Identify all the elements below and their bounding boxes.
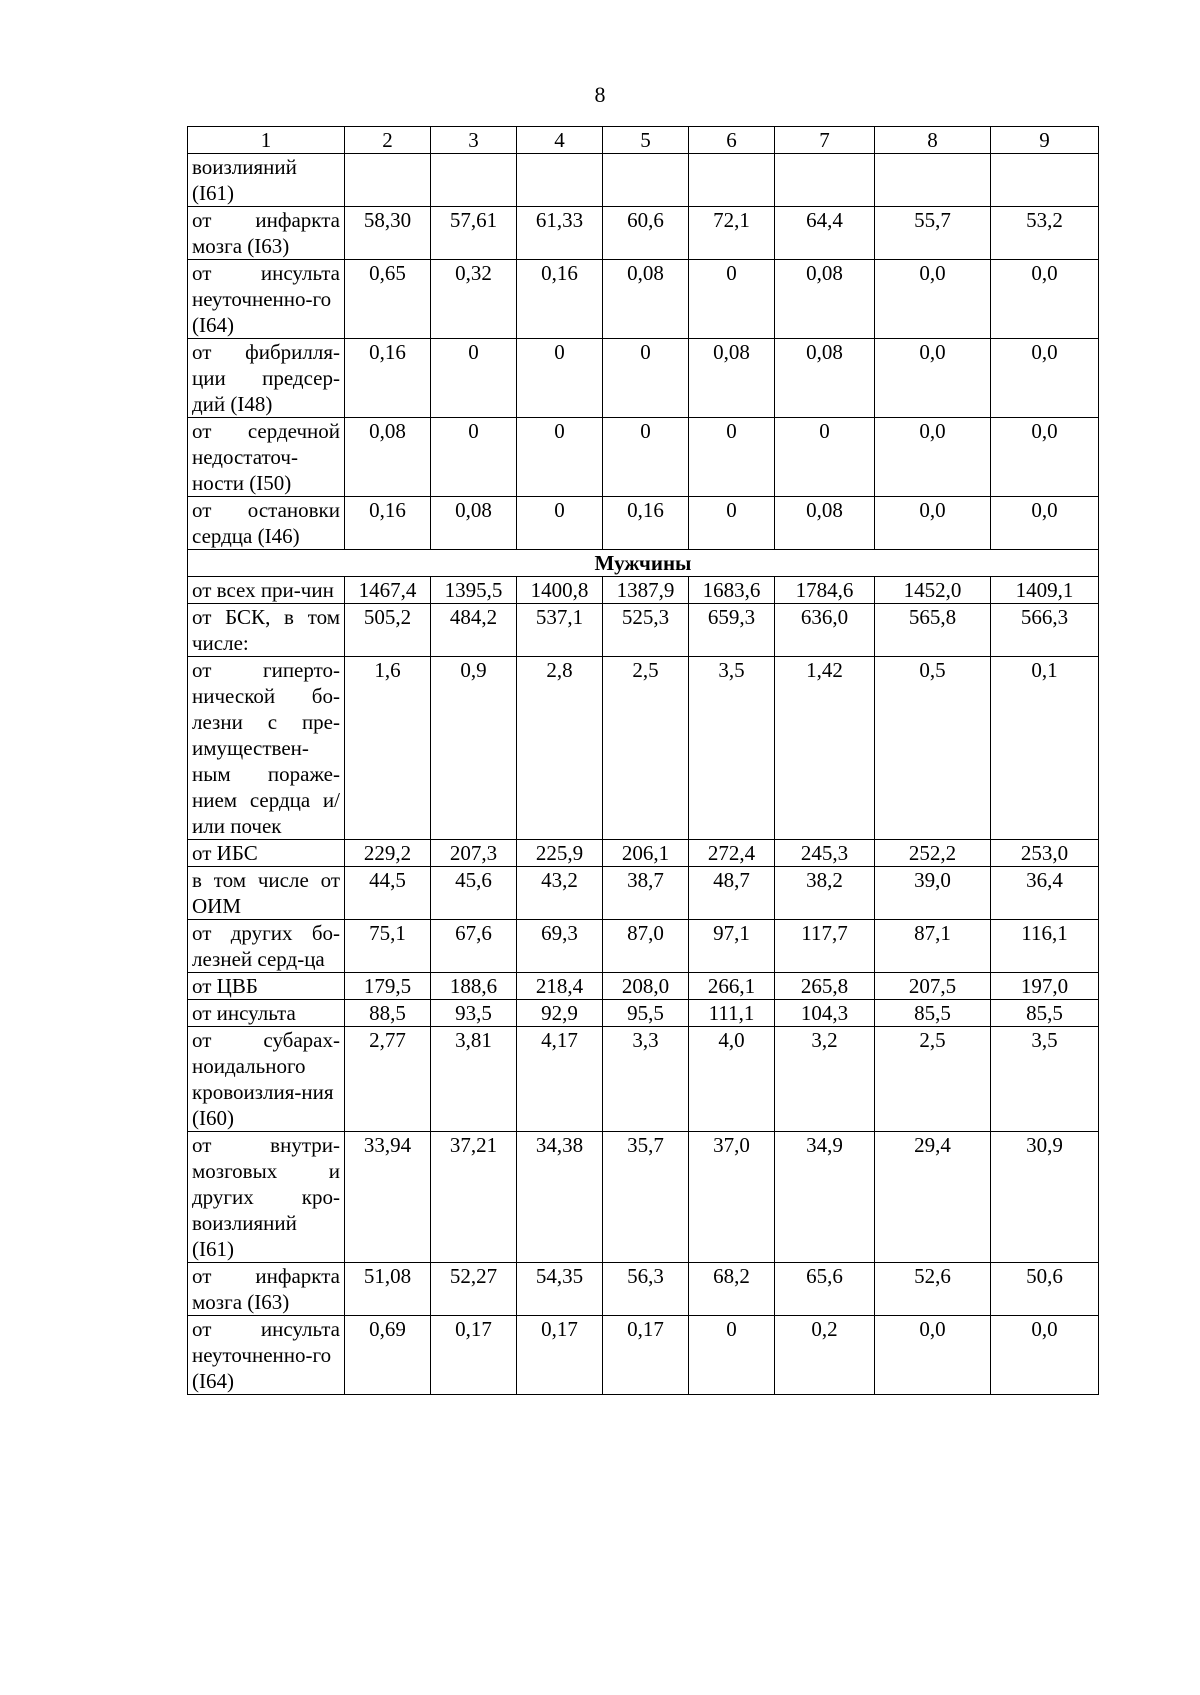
table-cell: 51,08 <box>345 1263 431 1316</box>
table-cell: 61,33 <box>517 207 603 260</box>
table-cell: 537,1 <box>517 604 603 657</box>
table-row <box>188 867 1099 920</box>
table-cell: 85,5 <box>991 1000 1099 1027</box>
table-cell: 0,32 <box>431 260 517 339</box>
table-cell: 53,2 <box>991 207 1099 260</box>
page-number: 8 <box>594 82 606 107</box>
table-cell: 36,4 <box>991 867 1099 920</box>
table-cell: 3,3 <box>603 1027 689 1132</box>
table-cell: 52,27 <box>431 1263 517 1316</box>
table-cell: 50,6 <box>991 1263 1099 1316</box>
column-header: 3 <box>431 127 517 154</box>
table-row <box>188 657 1099 840</box>
table-cell: 0 <box>689 418 775 497</box>
table-row <box>188 920 1099 973</box>
table-cell: 272,4 <box>689 840 775 867</box>
table-cell: 207,3 <box>431 840 517 867</box>
table-row <box>188 154 1099 207</box>
table-cell: 1683,6 <box>689 577 775 604</box>
table-cell: 266,1 <box>689 973 775 1000</box>
table-row <box>188 418 1099 497</box>
table-cell: 38,7 <box>603 867 689 920</box>
table-cell: 0 <box>431 339 517 418</box>
table-cell: 45,6 <box>431 867 517 920</box>
table-cell <box>689 154 775 207</box>
table-cell: 54,35 <box>517 1263 603 1316</box>
table-cell: 1,6 <box>345 657 431 840</box>
table-cell: 33,94 <box>345 1132 431 1263</box>
column-header: 9 <box>991 127 1099 154</box>
table-cell: 97,1 <box>689 920 775 973</box>
table-cell: 2,5 <box>875 1027 991 1132</box>
table-row <box>188 260 1099 339</box>
table-cell: 0,08 <box>345 418 431 497</box>
header-row <box>188 127 1099 154</box>
table-cell: 2,77 <box>345 1027 431 1132</box>
table-cell: 39,0 <box>875 867 991 920</box>
table-cell: 525,3 <box>603 604 689 657</box>
table-cell <box>775 154 875 207</box>
table-cell: 0 <box>517 497 603 550</box>
table-cell: 0,0 <box>875 1316 991 1395</box>
table-cell: 65,6 <box>775 1263 875 1316</box>
column-header: 4 <box>517 127 603 154</box>
table-cell: 0,5 <box>875 657 991 840</box>
table-cell: 0,0 <box>991 497 1099 550</box>
table-cell: 48,7 <box>689 867 775 920</box>
table-cell: 55,7 <box>875 207 991 260</box>
table-cell: 58,30 <box>345 207 431 260</box>
table-cell: 0,0 <box>875 418 991 497</box>
table-cell: 104,3 <box>775 1000 875 1027</box>
table-cell: 0,69 <box>345 1316 431 1395</box>
table-cell: 207,5 <box>875 973 991 1000</box>
table-cell: 44,5 <box>345 867 431 920</box>
table-cell: 1784,6 <box>775 577 875 604</box>
table-cell: 69,3 <box>517 920 603 973</box>
table-cell: 0,16 <box>345 339 431 418</box>
table-cell: 179,5 <box>345 973 431 1000</box>
table-row <box>188 1027 1099 1132</box>
table-cell: 67,6 <box>431 920 517 973</box>
row-label: от инфаркта мозга (I63) <box>188 207 345 260</box>
table-cell: 0,0 <box>875 260 991 339</box>
table-cell: 88,5 <box>345 1000 431 1027</box>
table-cell <box>517 154 603 207</box>
table-cell: 0,08 <box>431 497 517 550</box>
table-cell: 206,1 <box>603 840 689 867</box>
table-cell: 2,5 <box>603 657 689 840</box>
table-cell: 2,8 <box>517 657 603 840</box>
table-cell: 253,0 <box>991 840 1099 867</box>
table-cell: 505,2 <box>345 604 431 657</box>
table-cell: 565,8 <box>875 604 991 657</box>
table-cell: 3,5 <box>991 1027 1099 1132</box>
table-cell: 0,0 <box>875 339 991 418</box>
table-cell: 0,0 <box>991 418 1099 497</box>
table-cell: 111,1 <box>689 1000 775 1027</box>
table-cell: 1395,5 <box>431 577 517 604</box>
row-label: от сердечной недостаточ-ности (I50) <box>188 418 345 497</box>
table-cell: 0,08 <box>603 260 689 339</box>
row-label: от субарах-ноидального кровоизлия-ния (I60) <box>188 1027 345 1132</box>
table-cell: 265,8 <box>775 973 875 1000</box>
table-cell: 225,9 <box>517 840 603 867</box>
table-cell: 218,4 <box>517 973 603 1000</box>
table-cell: 0,17 <box>603 1316 689 1395</box>
mortality-table <box>187 126 1099 1395</box>
table-cell: 52,6 <box>875 1263 991 1316</box>
section-title: Мужчины <box>188 550 1099 577</box>
table-row <box>188 339 1099 418</box>
table-cell: 484,2 <box>431 604 517 657</box>
table-cell: 3,81 <box>431 1027 517 1132</box>
table-cell: 0,1 <box>991 657 1099 840</box>
table-cell: 87,1 <box>875 920 991 973</box>
table-cell: 252,2 <box>875 840 991 867</box>
table-cell: 4,0 <box>689 1027 775 1132</box>
row-label: от инсульта неуточненно-го (I64) <box>188 1316 345 1395</box>
row-label: в том числе от ОИМ <box>188 867 345 920</box>
table-cell: 85,5 <box>875 1000 991 1027</box>
table-cell: 1387,9 <box>603 577 689 604</box>
table-cell <box>875 154 991 207</box>
section-men <box>188 550 1099 577</box>
table-cell: 0,65 <box>345 260 431 339</box>
table-cell: 0 <box>603 418 689 497</box>
table-cell: 0 <box>517 339 603 418</box>
table-cell: 60,6 <box>603 207 689 260</box>
table-cell: 0,08 <box>775 260 875 339</box>
table-cell: 245,3 <box>775 840 875 867</box>
table-cell: 197,0 <box>991 973 1099 1000</box>
table-cell: 0,0 <box>991 260 1099 339</box>
table-cell: 117,7 <box>775 920 875 973</box>
row-label: от фибрилля-ции предсер-дий (I48) <box>188 339 345 418</box>
table-cell: 116,1 <box>991 920 1099 973</box>
table-cell <box>603 154 689 207</box>
table-cell: 3,5 <box>689 657 775 840</box>
table-row <box>188 577 1099 604</box>
row-label: от инсульта <box>188 1000 345 1027</box>
column-header: 6 <box>689 127 775 154</box>
table-cell: 0,2 <box>775 1316 875 1395</box>
table-cell: 1452,0 <box>875 577 991 604</box>
table-cell: 29,4 <box>875 1132 991 1263</box>
table-body-top <box>188 154 1099 550</box>
table-cell: 0 <box>431 418 517 497</box>
table-cell: 37,0 <box>689 1132 775 1263</box>
table-cell: 37,21 <box>431 1132 517 1263</box>
table-cell: 68,2 <box>689 1263 775 1316</box>
table-cell: 30,9 <box>991 1132 1099 1263</box>
table-cell: 4,17 <box>517 1027 603 1132</box>
column-header: 2 <box>345 127 431 154</box>
table-cell <box>431 154 517 207</box>
table-cell: 35,7 <box>603 1132 689 1263</box>
section-row <box>188 550 1099 577</box>
row-label: от гиперто-нической бо-лезни с пре-имуществен-ным пораже-нием сердца и/или почек <box>188 657 345 840</box>
table-row <box>188 1000 1099 1027</box>
table-cell: 0 <box>689 1316 775 1395</box>
row-label: от всех при-чин <box>188 577 345 604</box>
table-cell: 0,0 <box>875 497 991 550</box>
table-cell <box>991 154 1099 207</box>
table-cell: 1400,8 <box>517 577 603 604</box>
row-label: от внутри-мозговых и других кро-воизлияний (I61) <box>188 1132 345 1263</box>
table-cell: 229,2 <box>345 840 431 867</box>
table-cell: 0,9 <box>431 657 517 840</box>
table-cell: 208,0 <box>603 973 689 1000</box>
table-cell: 64,4 <box>775 207 875 260</box>
row-label: от других бо-лезней серд-ца <box>188 920 345 973</box>
table-cell: 636,0 <box>775 604 875 657</box>
table-cell: 1409,1 <box>991 577 1099 604</box>
row-label: от ИБС <box>188 840 345 867</box>
table-cell: 0,16 <box>517 260 603 339</box>
table-cell <box>345 154 431 207</box>
row-label: воизлияний (I61) <box>188 154 345 207</box>
table-cell: 0 <box>775 418 875 497</box>
table-cell: 0,17 <box>431 1316 517 1395</box>
table-cell: 0,0 <box>991 339 1099 418</box>
table-row <box>188 840 1099 867</box>
column-header: 8 <box>875 127 991 154</box>
table-cell: 0,16 <box>603 497 689 550</box>
table-cell: 57,61 <box>431 207 517 260</box>
table-cell: 0 <box>689 497 775 550</box>
row-label: от инфаркта мозга (I63) <box>188 1263 345 1316</box>
table-cell: 0,08 <box>775 339 875 418</box>
table-cell: 72,1 <box>689 207 775 260</box>
table-cell: 1,42 <box>775 657 875 840</box>
row-label: от ЦВБ <box>188 973 345 1000</box>
table-cell: 87,0 <box>603 920 689 973</box>
column-header: 5 <box>603 127 689 154</box>
row-label: от остановки сердца (I46) <box>188 497 345 550</box>
table-row <box>188 973 1099 1000</box>
table-body-men <box>188 577 1099 1395</box>
table-cell: 1467,4 <box>345 577 431 604</box>
table-cell: 34,38 <box>517 1132 603 1263</box>
table-cell: 38,2 <box>775 867 875 920</box>
table-row <box>188 604 1099 657</box>
table-cell: 92,9 <box>517 1000 603 1027</box>
table-cell: 95,5 <box>603 1000 689 1027</box>
table-row <box>188 1132 1099 1263</box>
table-cell: 0,16 <box>345 497 431 550</box>
row-label: от инсульта неуточненно-го (I64) <box>188 260 345 339</box>
table-row <box>188 497 1099 550</box>
table-row <box>188 1316 1099 1395</box>
table-cell: 0,08 <box>775 497 875 550</box>
column-header: 7 <box>775 127 875 154</box>
table-cell: 3,2 <box>775 1027 875 1132</box>
table-row <box>188 207 1099 260</box>
table-cell: 659,3 <box>689 604 775 657</box>
table-cell: 93,5 <box>431 1000 517 1027</box>
table-cell: 0 <box>517 418 603 497</box>
table-cell: 34,9 <box>775 1132 875 1263</box>
table-cell: 0,17 <box>517 1316 603 1395</box>
table-cell: 43,2 <box>517 867 603 920</box>
table-cell: 0,0 <box>991 1316 1099 1395</box>
table-cell: 188,6 <box>431 973 517 1000</box>
column-header: 1 <box>188 127 345 154</box>
table-cell: 566,3 <box>991 604 1099 657</box>
table-cell: 0,08 <box>689 339 775 418</box>
table-cell: 0 <box>689 260 775 339</box>
table-cell: 0 <box>603 339 689 418</box>
row-label: от БСК, в том числе: <box>188 604 345 657</box>
table-cell: 56,3 <box>603 1263 689 1316</box>
table-cell: 75,1 <box>345 920 431 973</box>
table-row <box>188 1263 1099 1316</box>
